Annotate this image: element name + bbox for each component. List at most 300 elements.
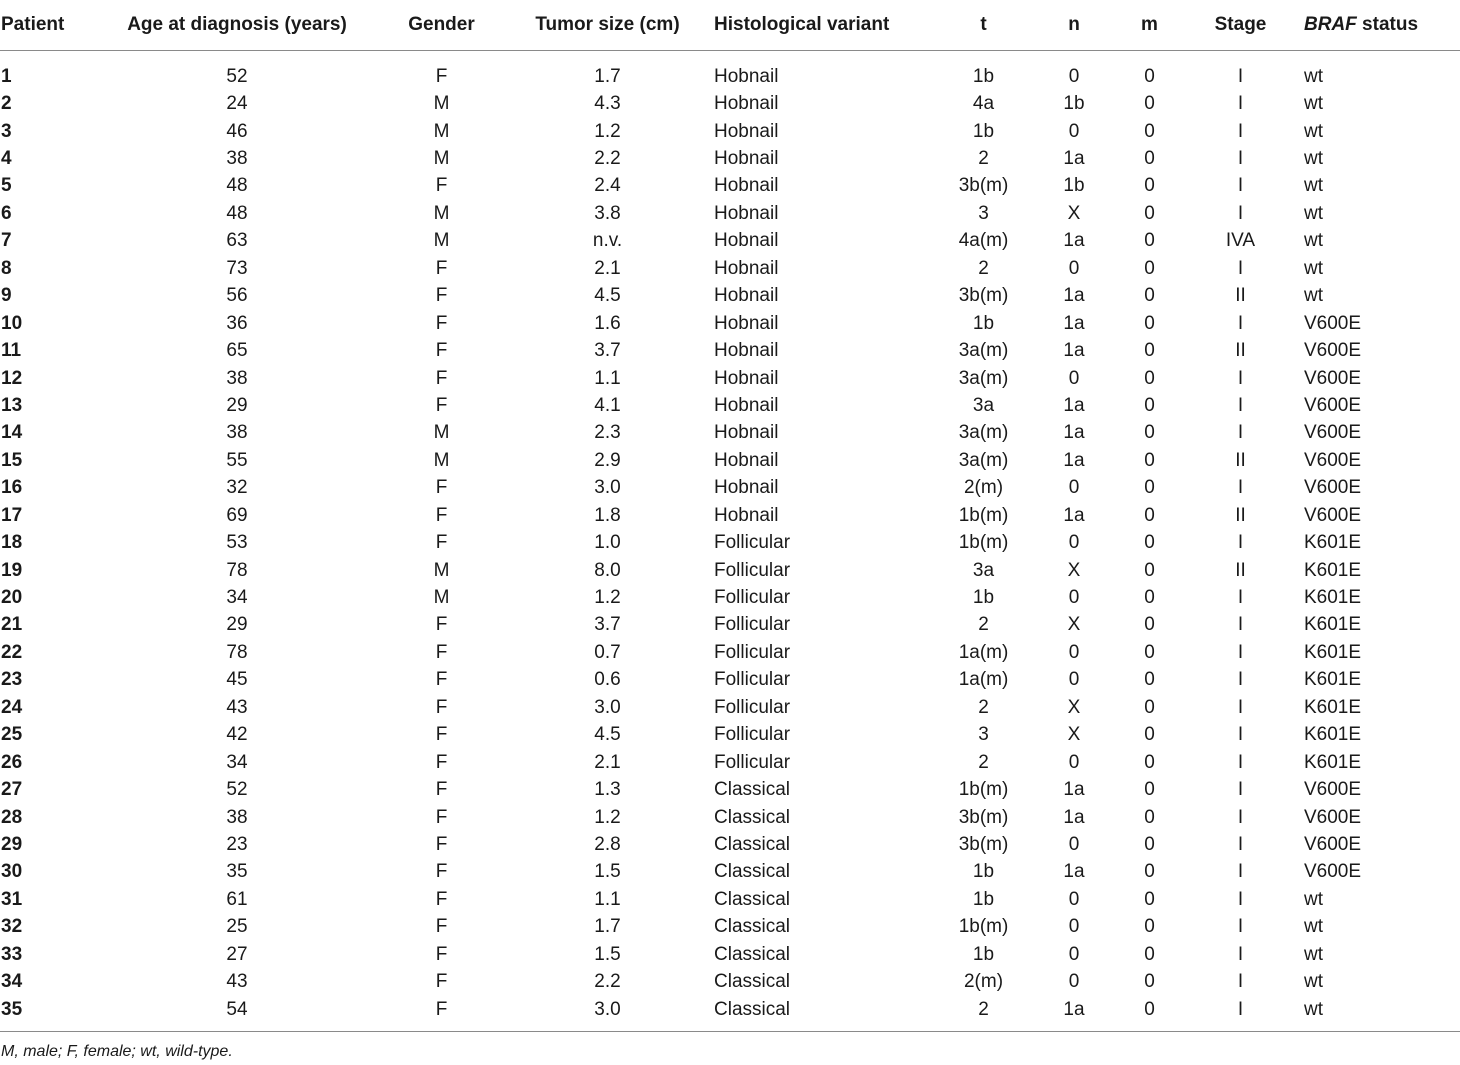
cell-braf-status: wt <box>1304 971 1323 993</box>
cell-patient: 17 <box>1 504 23 526</box>
cell-m: 0 <box>1144 312 1155 334</box>
cell-braf-status: wt <box>1304 943 1323 965</box>
cell-patient: 12 <box>1 367 23 389</box>
cell-n: 1a <box>1063 861 1085 883</box>
cell-tumor-size: 3.7 <box>594 614 621 636</box>
cell-age: 78 <box>226 641 248 663</box>
cell-n: X <box>1067 724 1081 746</box>
cell-n: 1a <box>1028 996 1120 1032</box>
table-row <box>0 173 1460 200</box>
table-row <box>0 283 1460 310</box>
cell-gender: F <box>435 916 448 938</box>
cell-braf-status: K601E <box>1304 696 1362 718</box>
cell-histological-variant: Hobnail <box>714 312 779 334</box>
cell-age: 35 <box>226 861 248 883</box>
cell-patient: 14 <box>1 422 23 444</box>
cell-gender: M <box>433 422 450 444</box>
cell-age: 38 <box>226 806 248 828</box>
cell-tumor-size: 2.1 <box>594 257 621 279</box>
cell-histological-variant: Follicular <box>714 724 791 746</box>
table-row <box>0 557 1460 584</box>
cell-t: 1b <box>972 861 995 883</box>
cell-tumor-size: 3.0 <box>594 696 621 718</box>
cell-age: 25 <box>226 916 248 938</box>
cell-tumor-size: 1.0 <box>594 532 621 554</box>
cell-histological-variant: Classical <box>714 779 791 801</box>
cell-m: 0 <box>1144 861 1155 883</box>
cell-gender: F <box>435 614 448 636</box>
cell-age: 63 <box>226 230 248 252</box>
cell-n: 1a <box>1063 148 1085 170</box>
cell-age: 27 <box>226 943 248 965</box>
table-row <box>0 968 1460 995</box>
table-row <box>0 255 1460 282</box>
cell-tumor-size: 1.7 <box>594 916 621 938</box>
cell-n: 1a <box>1063 312 1085 334</box>
cell-n: 0 <box>1068 120 1080 142</box>
cell-n: 0 <box>1068 916 1080 938</box>
table-row <box>0 529 1460 556</box>
cell-braf-status: wt <box>1304 202 1323 224</box>
header-stage: Stage <box>1179 0 1302 51</box>
cell-tumor-size: 1.8 <box>594 504 621 526</box>
cell-t: 3a(m) <box>958 340 1009 362</box>
header-m: m <box>1120 0 1179 51</box>
cell-m: 0 <box>1144 285 1155 307</box>
cell-stage: I <box>1237 641 1244 663</box>
cell-age: 24 <box>226 93 248 115</box>
cell-gender: M <box>433 559 450 581</box>
cell-n: 0 <box>1068 943 1080 965</box>
header-gender: Gender <box>374 0 509 51</box>
cell-m: 0 <box>1144 202 1155 224</box>
cell-patient: 18 <box>1 532 23 554</box>
cell-patient: 1 <box>1 65 12 87</box>
cell-stage: I <box>1237 202 1244 224</box>
cell-age: 78 <box>226 559 248 581</box>
cell-gender: F <box>435 641 448 663</box>
cell-t: 1b <box>972 120 995 142</box>
table-row <box>0 228 1460 255</box>
cell-n: 0 <box>1068 257 1080 279</box>
cell-histological-variant: Hobnail <box>714 340 779 362</box>
cell-histological-variant: Follicular <box>714 669 791 691</box>
cell-tumor-size: 8.0 <box>594 559 621 581</box>
cell-tumor-size: 2.2 <box>594 148 621 170</box>
table-row <box>0 749 1460 776</box>
table-row <box>0 914 1460 941</box>
cell-n: 1a <box>1063 285 1085 307</box>
table-row <box>0 694 1460 721</box>
cell-m: 0 <box>1144 230 1155 252</box>
cell-stage: I <box>1237 916 1244 938</box>
cell-m: 0 <box>1144 559 1155 581</box>
table-row <box>0 804 1460 831</box>
cell-age: 65 <box>226 340 248 362</box>
cell-t: 1b <box>972 888 995 910</box>
cell-braf-status: K601E <box>1304 587 1362 609</box>
cell-t: 2 <box>978 751 989 773</box>
cell-t: 2(m) <box>963 971 1004 993</box>
cell-stage: I <box>1237 120 1244 142</box>
table-row <box>0 200 1460 227</box>
cell-tumor-size: 3.7 <box>594 340 621 362</box>
cell-m: 0 <box>1144 532 1155 554</box>
cell-gender: F <box>435 724 448 746</box>
cell-n: 0 <box>1068 367 1080 389</box>
cell-braf-status: K601E <box>1304 614 1362 636</box>
cell-m: 0 <box>1144 833 1155 855</box>
cell-tumor-size: 1.3 <box>594 779 621 801</box>
cell-braf-status: K601E <box>1304 751 1362 773</box>
cell-age: 38 <box>226 422 248 444</box>
cell-histological-variant: Follicular <box>714 614 791 636</box>
cell-histological-variant: Classical <box>714 861 791 883</box>
cell-histological-variant: Hobnail <box>714 504 779 526</box>
cell-gender: F <box>435 779 448 801</box>
cell-histological-variant: Classical <box>714 888 791 910</box>
cell-age: 53 <box>226 532 248 554</box>
cell-n: 0 <box>1068 669 1080 691</box>
cell-patient: 2 <box>1 93 12 115</box>
cell-age: 48 <box>226 202 248 224</box>
table-row <box>0 667 1460 694</box>
cell-braf-status: wt <box>1304 65 1323 87</box>
cell-gender: F <box>435 312 448 334</box>
table-body <box>0 51 1460 1032</box>
cell-gender: F <box>435 696 448 718</box>
cell-m: 0 <box>1144 641 1155 663</box>
cell-n: 1a <box>1063 806 1085 828</box>
cell-gender: M <box>433 148 450 170</box>
cell-n: 1a <box>1063 422 1085 444</box>
cell-histological-variant: Hobnail <box>714 367 779 389</box>
cell-age: 34 <box>226 751 248 773</box>
cell-gender: F <box>435 669 448 691</box>
cell-n: 0 <box>1068 65 1080 87</box>
cell-t: 1b(m) <box>958 916 1009 938</box>
cell-tumor-size: 2.8 <box>594 833 621 855</box>
cell-age: 43 <box>226 696 248 718</box>
cell-gender: F <box>435 806 448 828</box>
cell-stage: IVA <box>1225 230 1256 252</box>
cell-histological-variant: Classical <box>714 916 791 938</box>
cell-histological-variant: Classical <box>714 943 791 965</box>
cell-tumor-size: 4.5 <box>594 285 621 307</box>
table-row <box>0 584 1460 611</box>
cell-histological-variant: Classical <box>714 971 791 993</box>
cell-tumor-size: 2.1 <box>594 751 621 773</box>
cell-histological-variant: Hobnail <box>714 394 779 416</box>
cell-patient: 5 <box>1 175 12 197</box>
cell-t: 3a <box>972 394 995 416</box>
cell-gender: F <box>435 504 448 526</box>
cell-braf-status: V600E <box>1304 394 1362 416</box>
cell-m: 0 <box>1144 971 1155 993</box>
cell-age: 61 <box>226 888 248 910</box>
cell-stage: I <box>1237 943 1244 965</box>
cell-gender: M <box>433 449 450 471</box>
cell-braf-status: V600E <box>1304 312 1362 334</box>
cell-tumor-size: 0.7 <box>594 641 621 663</box>
cell-stage: I <box>1237 696 1244 718</box>
cell-age: 46 <box>226 120 248 142</box>
cell-braf-status: wt <box>1304 120 1323 142</box>
table-row <box>0 365 1460 392</box>
cell-age: 34 <box>226 587 248 609</box>
table-row <box>0 90 1460 117</box>
cell-stage: I <box>1237 833 1244 855</box>
cell-patient: 21 <box>1 614 23 636</box>
cell-stage: I <box>1237 175 1244 197</box>
cell-t: 1a(m) <box>958 669 1009 691</box>
cell-tumor-size: 1.2 <box>594 806 621 828</box>
cell-gender: F <box>435 65 448 87</box>
cell-gender: F <box>435 394 448 416</box>
cell-tumor-size: 1.2 <box>594 120 621 142</box>
cell-m: 0 <box>1144 449 1155 471</box>
cell-tumor-size: 2.4 <box>594 175 621 197</box>
cell-tumor-size: 1.1 <box>594 888 621 910</box>
cell-braf-status: V600E <box>1304 806 1362 828</box>
cell-tumor-size: 4.1 <box>594 394 621 416</box>
cell-histological-variant: Hobnail <box>714 202 779 224</box>
header-patient: Patient <box>0 0 100 51</box>
cell-histological-variant: Classical <box>706 996 939 1032</box>
cell-t: 2 <box>978 148 989 170</box>
cell-stage: I <box>1237 724 1244 746</box>
cell-stage: I <box>1237 888 1244 910</box>
table-row <box>0 337 1460 364</box>
cell-braf-status: wt <box>1304 93 1323 115</box>
cell-m: 0 <box>1144 477 1155 499</box>
cell-braf-status: wt <box>1304 230 1323 252</box>
cell-gender: F <box>435 971 448 993</box>
cell-t: 3a(m) <box>958 449 1009 471</box>
cell-n: 0 <box>1068 641 1080 663</box>
cell-stage: I <box>1237 422 1244 444</box>
cell-patient: 13 <box>1 394 23 416</box>
cell-braf-status: V600E <box>1304 833 1362 855</box>
cell-stage: I <box>1237 477 1244 499</box>
cell-m: 0 <box>1144 751 1155 773</box>
header-histological-variant: Histological variant <box>706 0 939 51</box>
cell-m: 0 <box>1144 120 1155 142</box>
cell-m: 0 <box>1144 367 1155 389</box>
cell-braf-status: V600E <box>1304 861 1362 883</box>
cell-histological-variant: Hobnail <box>714 285 779 307</box>
table-row <box>0 118 1460 145</box>
table-row <box>0 475 1460 502</box>
cell-patient: 4 <box>1 148 12 170</box>
cell-m: 0 <box>1144 148 1155 170</box>
cell-tumor-size: 4.5 <box>594 724 621 746</box>
cell-histological-variant: Hobnail <box>714 257 779 279</box>
cell-n: 1b <box>1063 175 1085 197</box>
cell-m: 0 <box>1120 996 1179 1032</box>
cell-histological-variant: Hobnail <box>714 449 779 471</box>
cell-histological-variant: Hobnail <box>714 230 779 252</box>
cell-m: 0 <box>1144 614 1155 636</box>
cell-n: X <box>1067 696 1081 718</box>
cell-patient: 9 <box>1 285 12 307</box>
cell-histological-variant: Hobnail <box>714 148 779 170</box>
cell-braf-status: V600E <box>1304 367 1362 389</box>
cell-stage: I <box>1237 65 1244 87</box>
cell-t: 4a <box>972 93 995 115</box>
cell-patient: 11 <box>1 340 22 362</box>
cell-stage: I <box>1237 532 1244 554</box>
cell-t: 3b(m) <box>958 285 1009 307</box>
header-braf-suffix: status <box>1356 14 1419 35</box>
cell-gender: F <box>435 888 448 910</box>
cell-t: 3b(m) <box>958 175 1009 197</box>
cell-n: 0 <box>1068 587 1080 609</box>
cell-n: 0 <box>1068 888 1080 910</box>
cell-braf-status: wt <box>1302 996 1460 1032</box>
cell-stage: I <box>1237 367 1244 389</box>
cell-histological-variant: Classical <box>714 806 791 828</box>
cell-t: 2 <box>978 696 989 718</box>
table-row <box>0 145 1460 172</box>
cell-patient: 33 <box>1 943 23 965</box>
cell-gender: M <box>433 93 450 115</box>
cell-stage: I <box>1237 779 1244 801</box>
cell-braf-status: V600E <box>1304 340 1362 362</box>
cell-gender: F <box>435 477 448 499</box>
cell-gender: F <box>374 996 509 1032</box>
table-row <box>0 776 1460 803</box>
cell-gender: M <box>433 120 450 142</box>
cell-gender: F <box>435 833 448 855</box>
cell-gender: F <box>435 285 448 307</box>
cell-stage: I <box>1179 996 1302 1032</box>
cell-braf-status: wt <box>1304 916 1323 938</box>
cell-tumor-size: 3.8 <box>594 202 621 224</box>
cell-histological-variant: Follicular <box>714 696 791 718</box>
cell-braf-status: K601E <box>1304 641 1362 663</box>
cell-age: 36 <box>226 312 248 334</box>
cell-age: 54 <box>100 996 374 1032</box>
cell-patient: 10 <box>1 312 23 334</box>
cell-n: 1a <box>1063 230 1085 252</box>
cell-stage: I <box>1237 669 1244 691</box>
cell-n: X <box>1067 202 1081 224</box>
cell-histological-variant: Classical <box>714 833 791 855</box>
table-row <box>0 420 1460 447</box>
cell-m: 0 <box>1144 916 1155 938</box>
cell-age: 69 <box>226 504 248 526</box>
table-row <box>0 722 1460 749</box>
cell-age: 38 <box>226 367 248 389</box>
cell-age: 45 <box>226 669 248 691</box>
cell-stage: I <box>1237 587 1244 609</box>
cell-stage: II <box>1235 504 1246 526</box>
cell-patient: 31 <box>1 888 23 910</box>
cell-n: 0 <box>1068 751 1080 773</box>
header-n: n <box>1028 0 1120 51</box>
cell-t: 1a(m) <box>958 641 1009 663</box>
table-row <box>0 941 1460 968</box>
cell-m: 0 <box>1144 65 1155 87</box>
cell-braf-status: wt <box>1304 148 1323 170</box>
cell-braf-status: V600E <box>1304 477 1362 499</box>
cell-patient: 25 <box>1 724 23 746</box>
cell-t: 3a(m) <box>958 422 1009 444</box>
cell-stage: II <box>1235 449 1246 471</box>
cell-age: 48 <box>226 175 248 197</box>
cell-tumor-size: 1.1 <box>594 367 621 389</box>
cell-tumor-size: 3.0 <box>509 996 706 1032</box>
cell-m: 0 <box>1144 669 1155 691</box>
cell-gender: M <box>433 202 450 224</box>
cell-n: 1a <box>1063 449 1085 471</box>
cell-tumor-size: 1.6 <box>594 312 621 334</box>
table-row <box>0 612 1460 639</box>
cell-t: 1b(m) <box>958 504 1009 526</box>
cell-braf-status: V600E <box>1304 779 1362 801</box>
cell-stage: I <box>1237 971 1244 993</box>
cell-t: 3b(m) <box>958 833 1009 855</box>
cell-stage: II <box>1235 340 1246 362</box>
cell-t: 2(m) <box>963 477 1004 499</box>
cell-braf-status: K601E <box>1304 724 1362 746</box>
table-row <box>0 639 1460 666</box>
cell-t: 1b(m) <box>958 779 1009 801</box>
cell-age: 42 <box>226 724 248 746</box>
cell-t: 4a(m) <box>958 230 1009 252</box>
cell-t: 1b <box>972 65 995 87</box>
cell-n: 1a <box>1063 504 1085 526</box>
table-row <box>0 859 1460 886</box>
cell-t: 3 <box>978 724 989 746</box>
cell-patient: 24 <box>1 696 23 718</box>
cell-patient: 30 <box>1 861 23 883</box>
cell-tumor-size: 2.3 <box>594 422 621 444</box>
cell-t: 3 <box>978 202 989 224</box>
cell-gender: M <box>433 230 450 252</box>
cell-m: 0 <box>1144 696 1155 718</box>
cell-tumor-size: 2.2 <box>594 971 621 993</box>
cell-tumor-size: 1.5 <box>594 861 621 883</box>
header-braf-status <box>1302 0 1460 51</box>
cell-tumor-size: 2.9 <box>594 449 621 471</box>
cell-patient: 16 <box>1 477 23 499</box>
cell-age: 73 <box>226 257 248 279</box>
cell-histological-variant: Follicular <box>714 587 791 609</box>
cell-histological-variant: Hobnail <box>714 93 779 115</box>
cell-n: 1a <box>1063 394 1085 416</box>
cell-stage: I <box>1237 93 1244 115</box>
cell-t: 3b(m) <box>958 806 1009 828</box>
table-row <box>0 447 1460 474</box>
cell-patient: 15 <box>1 449 23 471</box>
cell-stage: I <box>1237 751 1244 773</box>
cell-patient: 34 <box>1 971 23 993</box>
cell-age: 52 <box>226 779 248 801</box>
cell-t: 2 <box>978 614 989 636</box>
table-footnote: M, male; F, female; wt, wild-type. <box>1 1043 233 1060</box>
cell-t: 1b <box>972 943 995 965</box>
cell-t: 2 <box>939 996 1028 1032</box>
cell-gender: M <box>433 587 450 609</box>
header-tumor-size: Tumor size (cm) <box>509 0 706 51</box>
cell-t: 2 <box>978 257 989 279</box>
cell-patient: 27 <box>1 779 23 801</box>
cell-m: 0 <box>1144 394 1155 416</box>
cell-m: 0 <box>1144 806 1155 828</box>
cell-stage: I <box>1237 806 1244 828</box>
